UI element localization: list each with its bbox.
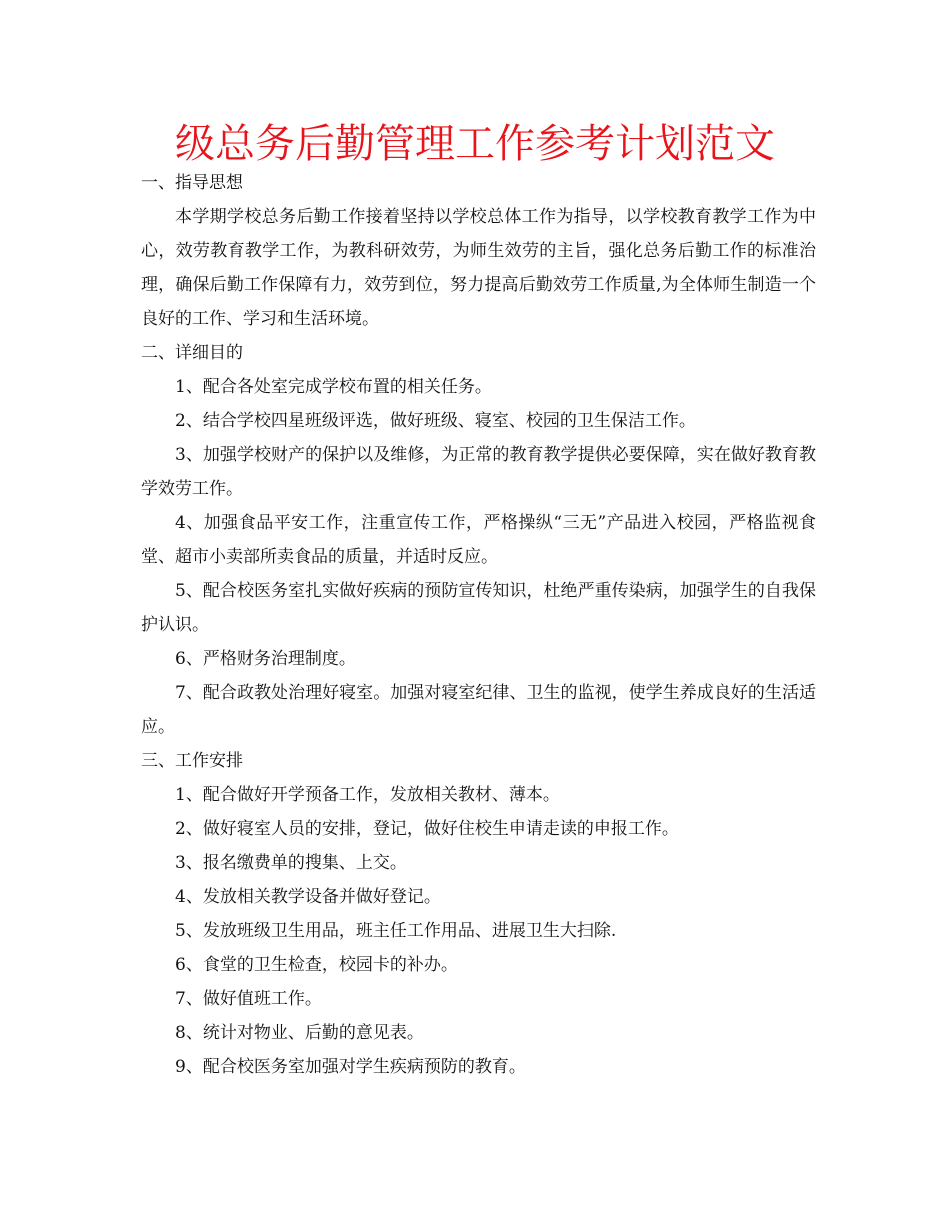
section-paragraph: 本学期学校总务后勤工作接着坚持以学校总体工作为指导，以学校教育教学工作为中心，效劳教育教学工作，为教科研效劳，为师生效劳的主旨，强化总务后勤工作的标准治理，确保后勤工作保障有力，效劳到位，努力提高后勤效劳工作质量,为全体师生制造一个良好的工作、学习和生活环境。 (141, 207, 816, 329)
section-heading-guiding-thought: 一、指导思想 (141, 173, 243, 193)
list-item: 5、发放班级卫生用品，班主任工作用品、进展卫生大扫除. (175, 921, 617, 941)
list-item: 4、加强食品平安工作，注重宣传工作，严格操纵“三无”产品进入校园，严格监视食堂、超市小卖部所卖食品的质量，并适时反应。 (141, 513, 816, 567)
list-item: 6、食堂的卫生检查，校园卡的补办。 (175, 955, 458, 975)
list-item: 1、配合各处室完成学校布置的相关任务。 (175, 377, 492, 397)
list-item: 3、加强学校财产的保护以及维修，为正常的教育教学提供必要保障，实在做好教育教学效劳工作。 (141, 445, 816, 499)
list-item: 5、配合校医务室扎实做好疾病的预防宣传知识，杜绝严重传染病，加强学生的自我保护认识。 (141, 581, 816, 635)
list-item: 6、严格财务治理制度。 (175, 649, 356, 669)
section-heading-work-arrangement: 三、工作安排 (141, 751, 243, 771)
list-item: 3、报名缴费单的搜集、上交。 (175, 853, 407, 873)
document-body (141, 166, 816, 1084)
list-item: 1、配合做好开学预备工作，发放相关教材、薄本。 (175, 785, 560, 805)
list-item: 2、做好寝室人员的安排，登记，做好住校生申请走读的申报工作。 (175, 819, 679, 839)
list-item: 8、统计对物业、后勤的意见表。 (175, 1023, 424, 1043)
list-item: 7、配合政教处治理好寝室。加强对寝室纪律、卫生的监视，使学生养成良好的生活适应。 (141, 683, 816, 737)
document-title: 级总务后勤管理工作参考计划范文 (175, 121, 775, 167)
list-item: 4、发放相关教学设备并做好登记。 (175, 887, 441, 907)
section-heading-detailed-goals: 二、详细目的 (141, 343, 243, 363)
list-item: 7、做好值班工作。 (175, 989, 322, 1009)
list-item: 2、结合学校四星班级评选，做好班级、寝室、校园的卫生保洁工作。 (175, 411, 696, 431)
list-item: 9、配合校医务室加强对学生疾病预防的教育。 (175, 1057, 526, 1077)
